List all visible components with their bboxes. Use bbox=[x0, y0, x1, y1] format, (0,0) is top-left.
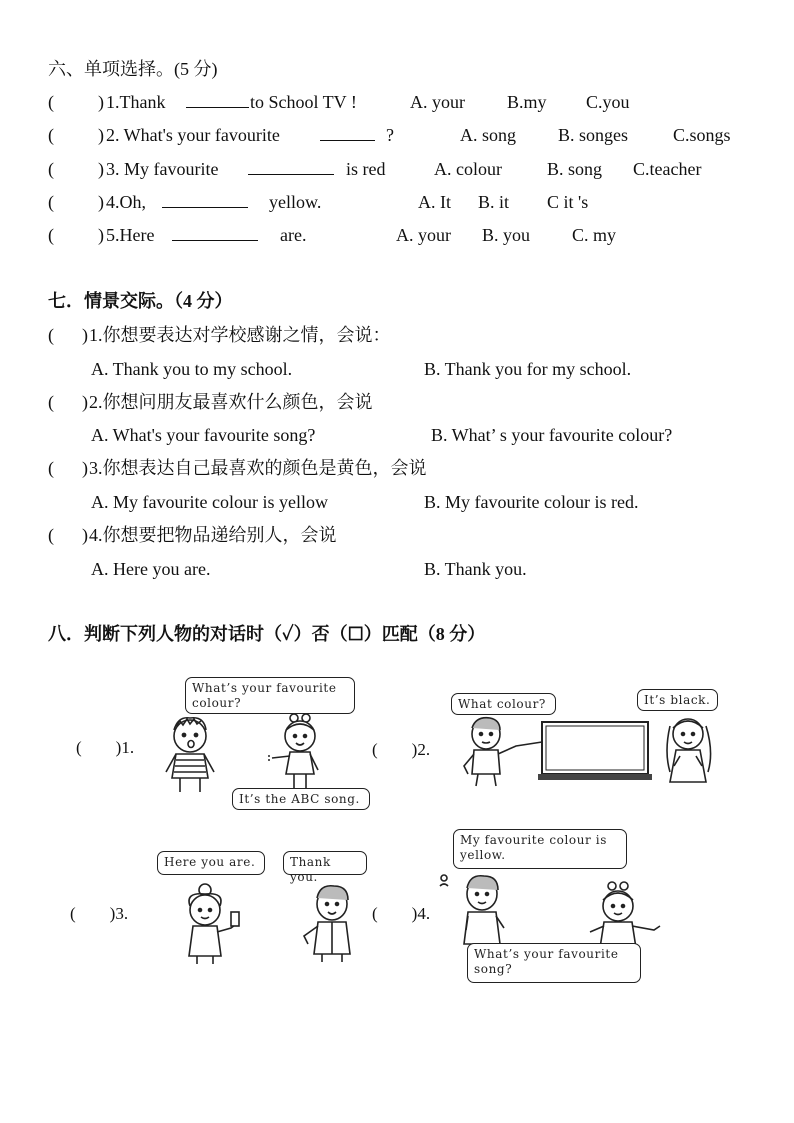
answer-blank bbox=[248, 158, 334, 175]
speech-bubble: My favourite colour is yellow. bbox=[453, 829, 627, 869]
section-7-title: 七．情景交际。（4 分） bbox=[48, 291, 233, 311]
option-b: B. it bbox=[478, 192, 510, 212]
option-c: C. my bbox=[572, 225, 617, 245]
answer-label: ( )4. bbox=[372, 904, 431, 923]
answer-blank bbox=[172, 224, 258, 241]
answer-paren-open: ( bbox=[48, 325, 54, 345]
question-stem-end: are. bbox=[280, 225, 307, 245]
option-b: B. Thank you for my school. bbox=[424, 359, 632, 379]
girl-figure bbox=[268, 712, 340, 796]
question-text: 4.你想要把物品递给别人，会说 bbox=[89, 525, 337, 545]
answer-paren-open: ( bbox=[48, 92, 54, 112]
boy-figure bbox=[436, 868, 514, 946]
answer-blank bbox=[186, 91, 249, 108]
answer-paren-close: ) bbox=[82, 325, 88, 345]
option-b: B. song bbox=[547, 159, 603, 179]
question-text: 2.你想问朋友最喜欢什么颜色，会说 bbox=[89, 392, 373, 412]
answer-blank bbox=[320, 124, 375, 141]
answer-blank bbox=[162, 191, 248, 208]
question-stem-end: ? bbox=[386, 125, 394, 145]
option-b: B. Thank you. bbox=[424, 559, 527, 579]
answer-paren-open: ( bbox=[48, 159, 54, 179]
boy-figure bbox=[298, 880, 368, 964]
question-stem: 5.Here bbox=[106, 225, 155, 245]
option-c: C.teacher bbox=[633, 159, 702, 179]
speech-bubble: It’s the ABC song. bbox=[232, 788, 370, 810]
answer-label: ( )3. bbox=[70, 904, 129, 923]
option-c: C.songs bbox=[673, 125, 731, 145]
option-c: C.you bbox=[586, 92, 630, 112]
option-c: C it 's bbox=[547, 192, 589, 212]
answer-paren-open: ( bbox=[48, 225, 54, 245]
question-stem: 3. My favourite bbox=[106, 159, 219, 179]
girl-figure bbox=[656, 712, 720, 788]
boy-figure bbox=[160, 712, 220, 796]
answer-paren-open: ( bbox=[48, 392, 54, 412]
section-8-title: 八．判断下列人物的对话时（✓）否（☐）匹配（8 分） bbox=[48, 624, 486, 644]
answer-paren-close: ) bbox=[98, 192, 104, 212]
answer-paren-open: ( bbox=[48, 192, 54, 212]
boy-pointing-figure bbox=[456, 714, 546, 788]
option-a: A. your bbox=[396, 225, 451, 245]
answer-paren-close: ) bbox=[82, 392, 88, 412]
speech-bubble: What’s your favourite song? bbox=[467, 943, 641, 983]
question-stem-end: is red bbox=[346, 159, 386, 179]
blackboard-icon bbox=[536, 716, 656, 782]
option-b: B. My favourite colour is red. bbox=[424, 492, 639, 512]
answer-label: ( )1. bbox=[76, 738, 135, 757]
option-a: A. Thank you to my school. bbox=[91, 359, 293, 379]
option-a: A. It bbox=[418, 192, 451, 212]
option-b: B. songes bbox=[558, 125, 629, 145]
question-stem: 2. What's your favourite bbox=[106, 125, 280, 145]
option-a: A. What's your favourite song? bbox=[91, 425, 316, 445]
option-a: A. song bbox=[460, 125, 517, 145]
option-b: B.my bbox=[507, 92, 547, 112]
speech-bubble: What’s your favourite colour? bbox=[185, 677, 355, 714]
option-b: B. you bbox=[482, 225, 531, 245]
option-a: A. Here you are. bbox=[91, 559, 211, 579]
speech-bubble: Here you are. bbox=[157, 851, 265, 875]
section-6-title: 六、单项选择。(5 分) bbox=[48, 59, 218, 79]
answer-paren-open: ( bbox=[48, 125, 54, 145]
girl-giving-figure bbox=[175, 882, 249, 966]
answer-paren-close: ) bbox=[98, 92, 104, 112]
answer-paren-open: ( bbox=[48, 525, 54, 545]
answer-paren-close: ) bbox=[98, 125, 104, 145]
speech-bubble: It’s black. bbox=[637, 689, 718, 711]
option-a: A. your bbox=[410, 92, 465, 112]
girl-figure bbox=[584, 878, 664, 950]
question-stem: 1.Thank bbox=[106, 92, 166, 112]
speech-bubble: Thank you. bbox=[283, 851, 367, 875]
answer-paren-close: ) bbox=[82, 458, 88, 478]
option-b: B. What’ s your favourite colour? bbox=[431, 425, 673, 445]
question-text: 3.你想表达自己最喜欢的颜色是黄色，会说 bbox=[89, 458, 427, 478]
question-stem-end: yellow. bbox=[269, 192, 322, 212]
question-stem-end: to School TV ! bbox=[250, 92, 357, 112]
answer-paren-close: ) bbox=[98, 159, 104, 179]
speech-bubble: What colour? bbox=[451, 693, 556, 715]
question-text: 1.你想要表达对学校感谢之情，会说： bbox=[89, 325, 391, 345]
answer-paren-close: ) bbox=[82, 525, 88, 545]
option-a: A. colour bbox=[434, 159, 502, 179]
answer-label: ( )2. bbox=[372, 740, 431, 759]
option-a: A. My favourite colour is yellow bbox=[91, 492, 328, 512]
question-stem: 4.Oh, bbox=[106, 192, 146, 212]
answer-paren-close: ) bbox=[98, 225, 104, 245]
answer-paren-open: ( bbox=[48, 458, 54, 478]
